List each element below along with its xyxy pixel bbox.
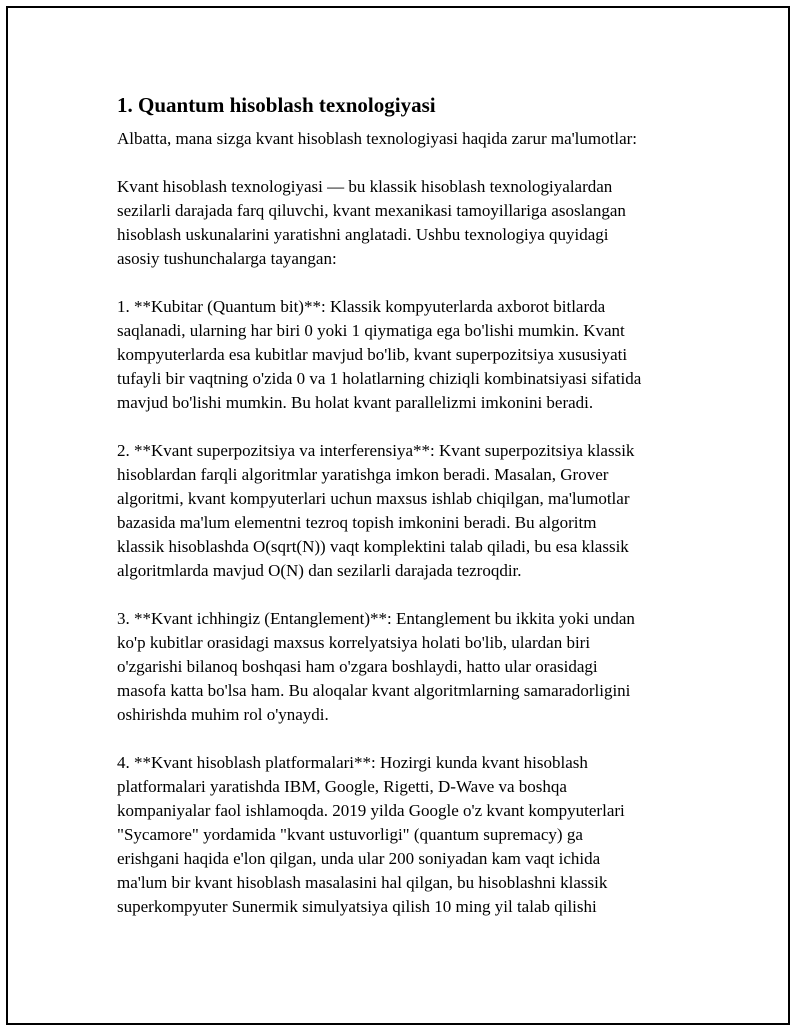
text-line: bazasida ma'lum elementni tezroq topish imkonini beradi. Bu algoritm <box>117 513 597 532</box>
text-line: Kvant hisoblash texnologiyasi — bu klassik hisoblash texnologiyalardan <box>117 177 613 196</box>
section-heading: 1. Quantum hisoblash texnologiyasi <box>117 93 436 117</box>
text-line: masofa katta bo'lsa ham. Bu aloqalar kvant algoritmlarning samaradorligini <box>117 681 631 700</box>
text-line: saqlanadi, ularning har biri 0 yoki 1 qiymatiga ega bo'lishi mumkin. Kvant <box>117 321 625 340</box>
text-line: oshirishda muhim rol o'ynaydi. <box>117 705 329 724</box>
text-line: erishgani haqida e'lon qilgan, unda ular 200 soniyadan kam vaqt ichida <box>117 849 601 868</box>
text-line: 2. **Kvant superpozitsiya va interferensiya**: Kvant superpozitsiya klassik <box>117 441 635 460</box>
text-line: platformalari yaratishda IBM, Google, Rigetti, D-Wave va boshqa <box>117 777 567 796</box>
paragraph-item-2 <box>117 439 697 583</box>
text-line: Albatta, mana sizga kvant hisoblash texnologiyasi haqida zarur ma'lumotlar: <box>117 129 638 148</box>
text-line: "Sycamore" yordamida "kvant ustuvorligi" (quantum supremacy) ga <box>117 825 583 844</box>
paragraph-overview <box>117 175 697 271</box>
text-line: klassik hisoblashda O(sqrt(N)) vaqt komplektini talab qiladi, bu esa klassik <box>117 537 629 556</box>
text-line: sezilarli darajada farq qiluvchi, kvant mexanikasi tamoyillariga asoslangan <box>117 201 626 220</box>
text-line: algoritmi, kvant kompyuterlari uchun maxsus ishlab chiqilgan, ma'lumotlar <box>117 489 630 508</box>
text-line: ma'lum bir kvant hisoblash masalasini hal qilgan, bu hisoblashni klassik <box>117 873 608 892</box>
paragraph-item-3 <box>117 607 697 727</box>
document-body <box>117 91 697 943</box>
text-line: superkompyuter Sunermik simulyatsiya qilish 10 ming yil talab qilishi <box>117 897 597 916</box>
text-line: tufayli bir vaqtning o'zida 0 va 1 holatlarning chiziqli kombinatsiyasi sifatida <box>117 369 642 388</box>
paragraph-item-4 <box>117 751 697 919</box>
text-line: kompyuterlarda esa kubitlar mavjud bo'lib, kvant superpozitsiya xususiyati <box>117 345 628 364</box>
text-line: 3. **Kvant ichhingiz (Entanglement)**: Entanglement bu ikkita yoki undan <box>117 609 635 628</box>
text-line: ko'p kubitlar orasidagi maxsus korrelyatsiya holati bo'lib, ulardan biri <box>117 633 591 652</box>
paragraph-item-1 <box>117 295 697 415</box>
text-line: o'zgarishi bilanoq boshqasi ham o'zgara boshlaydi, hatto ular orasidagi <box>117 657 598 676</box>
text-line: asosiy tushunchalarga tayangan: <box>117 249 337 268</box>
text-line: mavjud bo'lishi mumkin. Bu holat kvant parallelizmi imkonini beradi. <box>117 393 594 412</box>
text-line: hisoblash uskunalarini yaratishni anglatadi. Ushbu texnologiya quyidagi <box>117 225 609 244</box>
text-line: algoritmlarda mavjud O(N) dan sezilarli darajada tezroqdir. <box>117 561 522 580</box>
text-line: hisoblardan farqli algoritmlar yaratishga imkon beradi. Masalan, Grover <box>117 465 609 484</box>
text-line: 1. **Kubitar (Quantum bit)**: Klassik kompyuterlarda axborot bitlarda <box>117 297 606 316</box>
text-line: 4. **Kvant hisoblash platformalari**: Hozirgi kunda kvant hisoblash <box>117 753 588 772</box>
text-line: kompaniyalar faol ishlamoqda. 2019 yilda Google o'z kvant kompyuterlari <box>117 801 625 820</box>
paragraph-intro <box>117 127 697 151</box>
